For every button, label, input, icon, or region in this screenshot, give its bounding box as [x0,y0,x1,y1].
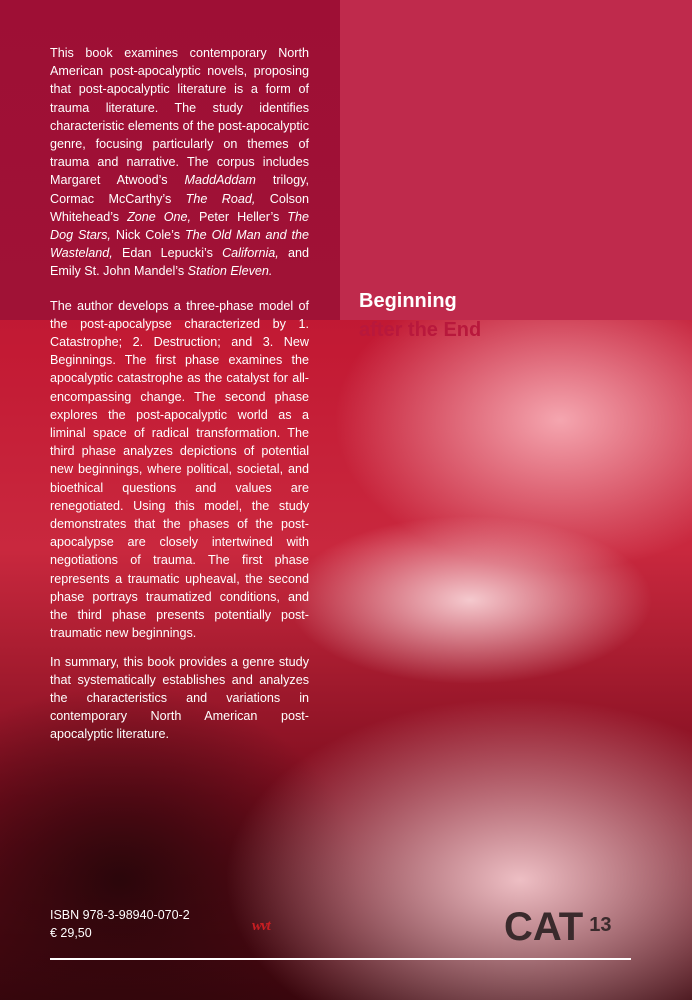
publisher-logo: wvt [252,918,270,934]
blurb-paragraph-3: In summary, this book provides a genre study that systematically establishes and analyzes the characteristics and variations in contemporary North American post-apocalyptic literature. [50,654,309,742]
isbn-number: ISBN 978-3-98940-070-2 [50,908,190,922]
series-mark [504,904,612,950]
blurb-paragraph-2: The author develops a three-phase model of the post-apocalypse characterized by 1. Catastrophe; 2. Destruction; and 3. New Beginnings. The first phase examines the apocalyptic catastrophe as the catalyst for all-encompassing change. The second phase explores the post-apocalyptic world as a liminal space of radical transformation. The third phase analyzes depictions of potential new beginnings, where political, societal, and bioethical questions and values are renegotiated. Using this model, the study demonstrates that the phases of the post-apocalypse are closely intertwined with negotiations of trauma. The first phase represents a traumatic upheaval, the second phase portrays traumatized conditions, and the third phase presents potentially post-traumatic new beginnings. [50,298,309,641]
title-line-1: Beginning [359,290,457,312]
price: € 29,50 [50,926,92,940]
bottom-rule [50,958,631,960]
isbn-block [50,906,190,942]
blurb [50,44,309,754]
right-top-panel [340,0,692,320]
book-title [359,288,481,343]
blurb-paragraph-1: This book examines contemporary North American post-apocalyptic novels, proposing that post-apocalyptic literature is a form of trauma literature. The study identifies characteristic elements of the post-apocalyptic genre, focusing particularly on themes of trauma and narrative. The corpus includes Margaret Atwood’s MaddAddam trilogy, Cormac McCarthy’s The Road, Colson Whitehead’s Zone One, Peter Heller’s The Dog Stars, Nick Cole’s The Old Man and the Wasteland, Edan Lepucki’s California, and Emily St. John Mandel’s Station Eleven. [50,46,310,279]
series-name: CAT [504,905,584,949]
series-number: 13 [589,914,612,936]
title-line-2: after the End [359,319,482,341]
